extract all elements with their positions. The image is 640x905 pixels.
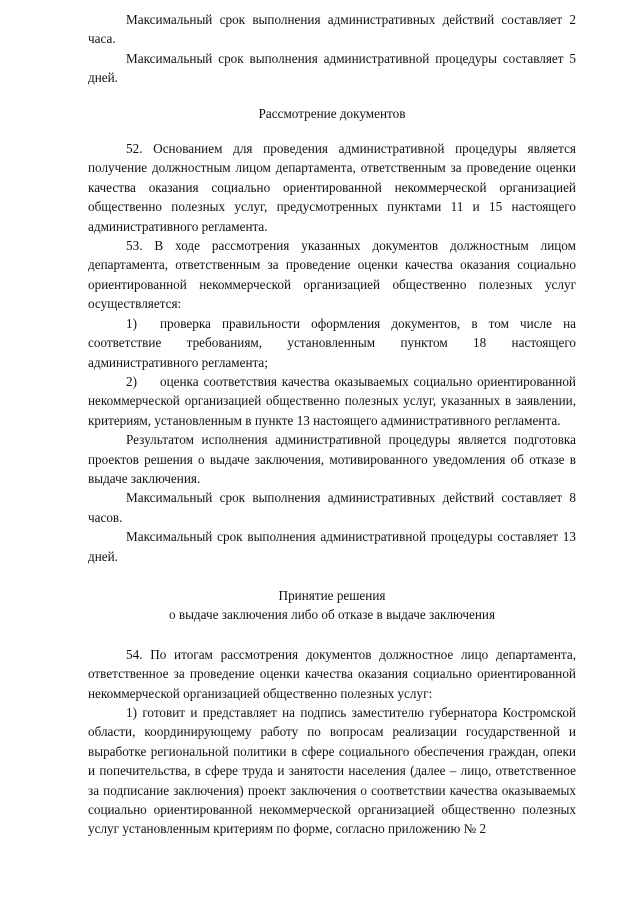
paragraph-result: Результатом исполнения административной процедуры является подготовка проектов решения о выдаче заключения, мотивированного уведомления об отказе в выдаче заключения. — [88, 432, 576, 486]
paragraph-max-procedure-13d: Максимальный срок выполнения административной процедуры составляет 13 дней. — [88, 529, 576, 564]
paragraph-max-actions-8h: Максимальный срок выполнения административных действий составляет 8 часов. — [88, 490, 576, 525]
list-item-2-text: оценка соответствия качества оказываемых социально ориентированной некоммерческой организацией общественно полезных услуг, указанных в заявлении, критериям, установленным в пункте 13 настоящего административного регламента. — [88, 373, 576, 428]
list-item-1-number: 1) — [126, 315, 137, 331]
section-heading-decision-subtitle: о выдаче заключения либо об отказе в выдаче заключения — [168, 607, 496, 623]
paragraph-53: 53. В ходе рассмотрения указанных документов должностным лицом департамента, ответственным за проведение оценки качества оказания социально ориентированной некоммерческой организацией общественно полезных услуг осуществляется: — [88, 238, 576, 312]
paragraph-max-actions-2h: Максимальный срок выполнения административных действий составляет 2 часа. — [88, 12, 576, 47]
list-item-1-text: проверка правильности оформления документов, в том числе на соответствие требованиям, установленным пунктом 18 настоящего административного регламента; — [88, 315, 576, 370]
section-heading-decision: Принятие решения — [278, 587, 386, 603]
list-item-2 — [88, 372, 576, 430]
section-heading-review: Рассмотрение документов — [258, 105, 406, 121]
paragraph-max-procedure-5d: Максимальный срок выполнения административной процедуры составляет 5 дней. — [88, 50, 576, 86]
list-item-2-number: 2) — [126, 373, 137, 389]
paragraph-54-item-1: 1) готовит и представляет на подпись заместителю губернатора Костромской области, координирующему работу по вопросам реализации государственной и выработке региональной политики в сфере социального обеспечения граждан, опеки и попечительства, в сфере труда и занятости населения (далее – лицо, ответственное за подписание заключения) проект заключения о соответствии качества оказываемых социально ориентированной некоммерческой организацией общественно полезных услуг установленным критериям по форме, согласно приложению № 2 — [88, 705, 576, 837]
list-item-1 — [88, 314, 576, 372]
paragraph-52: 52. Основанием для проведения административной процедуры является получение должностным лицом департамента, ответственным за проведение оценки качества оказания социально ориентированной некоммерческой организацией общественно полезных услуг, предусмотренных пунктами 11 и 15 настоящего административного регламента. — [88, 141, 576, 234]
paragraph-54: 54. По итогам рассмотрения документов должностное лицо департамента, ответственное за проведение оценки качества оказания социально ориентированной некоммерческой организацией общественно полезных услуг: — [88, 646, 576, 701]
document-page — [88, 10, 576, 839]
